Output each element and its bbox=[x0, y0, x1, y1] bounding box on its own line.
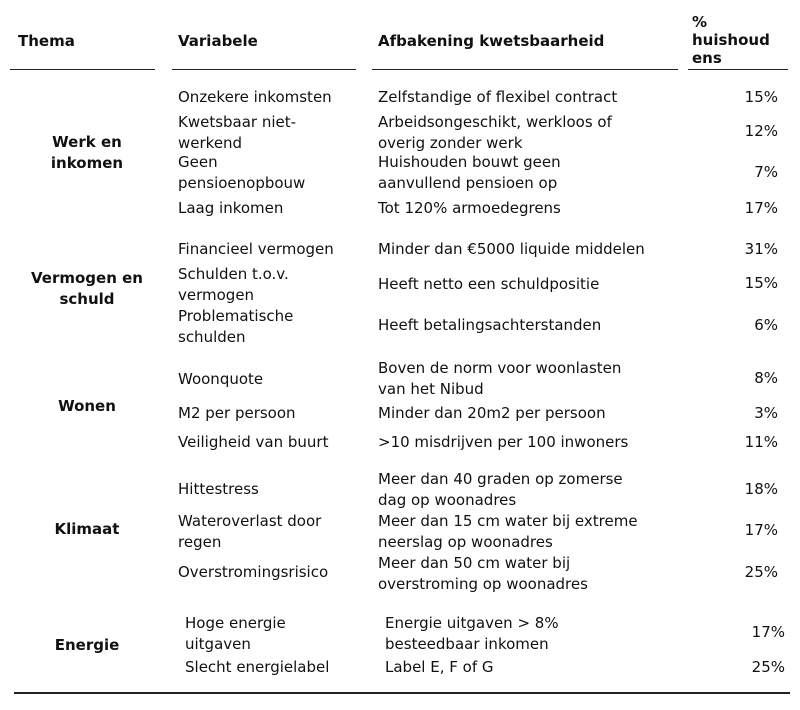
variable-cell bbox=[178, 198, 283, 219]
definition-cell bbox=[378, 315, 601, 336]
variable-cell bbox=[185, 613, 286, 655]
variable-cell bbox=[185, 657, 329, 678]
header-percentage-line: % bbox=[692, 13, 708, 31]
header-afbakening: Afbakening kwetsbaarheid bbox=[378, 32, 605, 50]
variable-line: Problematische bbox=[178, 307, 294, 325]
header-rule-afbakening bbox=[372, 69, 678, 70]
theme-vermogen-en-schuld bbox=[12, 268, 162, 310]
variable-cell bbox=[178, 511, 321, 553]
percentage-cell: 17% bbox=[751, 623, 785, 641]
header-variabele: Variabele bbox=[178, 32, 258, 50]
definition-cell bbox=[378, 553, 588, 595]
definition-line: Heeft netto een schuldpositie bbox=[378, 275, 600, 293]
variable-line: Hittestress bbox=[178, 480, 259, 498]
definition-line: Huishouden bouwt geen bbox=[378, 153, 561, 171]
variable-line: pensioenopbouw bbox=[178, 174, 306, 192]
variable-cell bbox=[178, 369, 263, 390]
percentage-cell: 12% bbox=[744, 122, 778, 140]
variable-cell bbox=[178, 562, 328, 583]
variable-line: Slecht energielabel bbox=[185, 658, 330, 676]
variable-cell bbox=[178, 403, 296, 424]
variable-cell bbox=[178, 87, 332, 108]
percentage-cell: 17% bbox=[744, 199, 778, 217]
definition-line: Heeft betalingsachterstanden bbox=[378, 316, 602, 334]
variable-line: Veiligheid van buurt bbox=[178, 433, 329, 451]
header-percentage bbox=[692, 13, 770, 67]
definition-line: Meer dan 40 graden op zomerse bbox=[378, 470, 623, 488]
percentage-cell: 3% bbox=[754, 404, 778, 422]
percentage-cell: 8% bbox=[754, 369, 778, 387]
theme-line: Vermogen en bbox=[31, 269, 143, 287]
percentage-cell: 25% bbox=[751, 658, 785, 676]
definition-cell bbox=[378, 239, 645, 260]
definition-line: overig zonder werk bbox=[378, 134, 523, 152]
definition-cell bbox=[385, 613, 559, 655]
definition-line: dag op woonadres bbox=[378, 491, 517, 509]
percentage-cell: 11% bbox=[744, 433, 778, 451]
theme-energie bbox=[12, 635, 162, 656]
theme-wonen bbox=[12, 396, 162, 417]
variable-line: Financieel vermogen bbox=[178, 240, 334, 258]
variable-line: Hoge energie bbox=[185, 614, 286, 632]
definition-line: Zelfstandige of flexibel contract bbox=[378, 88, 618, 106]
variable-line: M2 per persoon bbox=[178, 404, 296, 422]
percentage-cell: 17% bbox=[744, 521, 778, 539]
definition-cell bbox=[378, 87, 617, 108]
definition-line: Arbeidsongeschikt, werkloos of bbox=[378, 113, 612, 131]
percentage-cell: 15% bbox=[744, 274, 778, 292]
theme-klimaat bbox=[12, 519, 162, 540]
theme-line: Wonen bbox=[58, 397, 116, 415]
variable-cell bbox=[178, 306, 293, 348]
variable-line: uitgaven bbox=[185, 635, 251, 653]
percentage-cell: 31% bbox=[744, 240, 778, 258]
definition-line: aanvullend pensioen op bbox=[378, 174, 558, 192]
variable-line: vermogen bbox=[178, 286, 255, 304]
definition-line: Label E, F of G bbox=[385, 658, 494, 676]
percentage-cell: 6% bbox=[754, 316, 778, 334]
variable-cell bbox=[178, 239, 334, 260]
definition-line: overstroming op woonadres bbox=[378, 575, 588, 593]
definition-cell bbox=[385, 657, 494, 678]
theme-line: Klimaat bbox=[54, 520, 120, 538]
variable-line: schulden bbox=[178, 328, 246, 346]
header-rule-percentage bbox=[688, 69, 788, 70]
definition-line: Minder dan €5000 liquide middelen bbox=[378, 240, 645, 258]
definition-line: neerslag op woonadres bbox=[378, 533, 553, 551]
percentage-cell: 18% bbox=[744, 480, 778, 498]
header-percentage-line: huishoud bbox=[692, 31, 770, 49]
definition-line: besteedbaar inkomen bbox=[385, 635, 549, 653]
theme-line: inkomen bbox=[50, 154, 124, 172]
header-thema: Thema bbox=[18, 32, 75, 50]
definition-line: Meer dan 50 cm water bij bbox=[378, 554, 571, 572]
header-percentage-line: ens bbox=[692, 49, 722, 67]
definition-line: Energie uitgaven > 8% bbox=[385, 614, 559, 632]
header-rule-thema bbox=[10, 69, 155, 70]
definition-cell bbox=[378, 152, 561, 194]
theme-line: Energie bbox=[54, 636, 120, 654]
variable-line: regen bbox=[178, 533, 222, 551]
variable-cell bbox=[178, 479, 259, 500]
percentage-cell: 15% bbox=[744, 88, 778, 106]
variable-line: Overstromingsrisico bbox=[178, 563, 329, 581]
bottom-rule bbox=[14, 692, 790, 694]
definition-line: Tot 120% armoedegrens bbox=[378, 199, 561, 217]
percentage-cell: 7% bbox=[754, 163, 778, 181]
variable-line: Woonquote bbox=[178, 370, 264, 388]
variable-line: Kwetsbaar niet- bbox=[178, 113, 297, 131]
definition-line: >10 misdrijven per 100 inwoners bbox=[378, 433, 629, 451]
theme-werk-en-inkomen bbox=[12, 132, 162, 174]
variable-cell bbox=[178, 432, 328, 453]
definition-cell bbox=[378, 198, 561, 219]
definition-line: Meer dan 15 cm water bij extreme bbox=[378, 512, 638, 530]
definition-cell bbox=[378, 432, 628, 453]
theme-line: schuld bbox=[59, 290, 115, 308]
definition-cell bbox=[378, 469, 623, 511]
variable-line: Wateroverlast door bbox=[178, 512, 322, 530]
definition-line: van het Nibud bbox=[378, 380, 484, 398]
definition-cell bbox=[378, 112, 612, 154]
percentage-cell: 25% bbox=[744, 563, 778, 581]
variable-line: Onzekere inkomsten bbox=[178, 88, 332, 106]
header-rule-variabele bbox=[172, 69, 356, 70]
variable-cell bbox=[178, 112, 296, 154]
variable-line: werkend bbox=[178, 134, 243, 152]
definition-cell bbox=[378, 274, 599, 295]
theme-line: Werk en bbox=[52, 133, 122, 151]
definition-cell bbox=[378, 358, 621, 400]
variable-cell bbox=[178, 152, 305, 194]
definition-cell bbox=[378, 403, 606, 424]
variable-line: Schulden t.o.v. bbox=[178, 265, 289, 283]
definition-line: Boven de norm voor woonlasten bbox=[378, 359, 622, 377]
variable-line: Geen bbox=[178, 153, 218, 171]
definition-cell bbox=[378, 511, 638, 553]
variable-cell bbox=[178, 264, 289, 306]
definition-line: Minder dan 20m2 per persoon bbox=[378, 404, 606, 422]
variable-line: Laag inkomen bbox=[178, 199, 284, 217]
